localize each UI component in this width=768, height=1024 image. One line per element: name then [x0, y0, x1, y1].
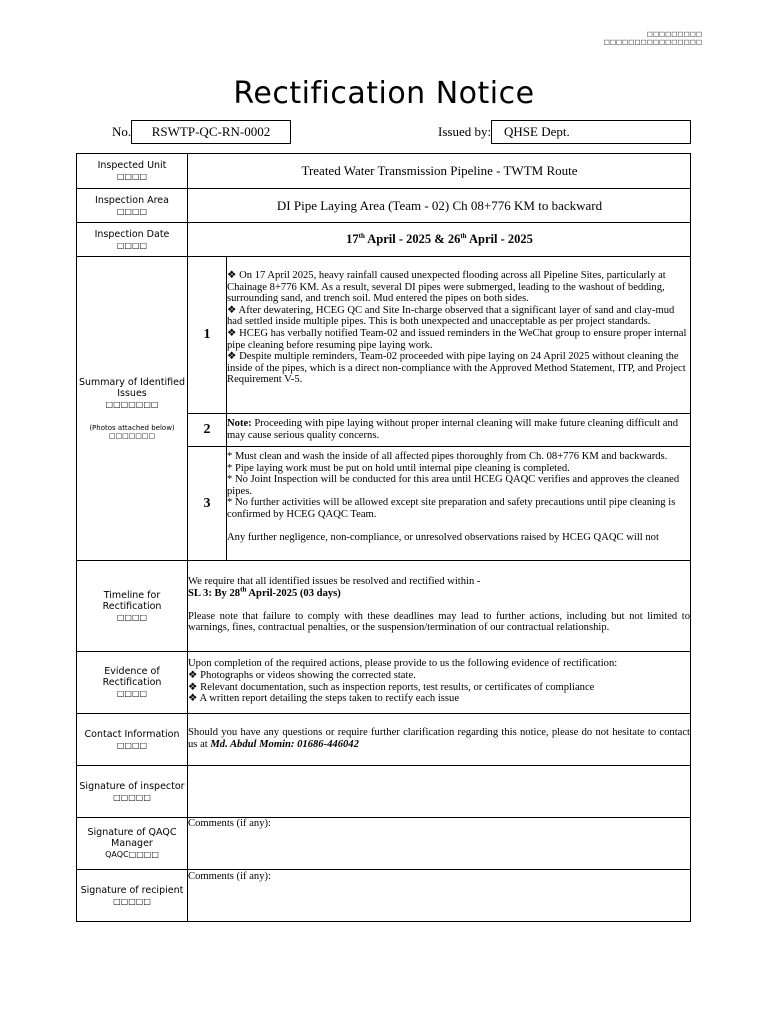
signature-inspector-label [77, 766, 187, 817]
issue-3-point-3: * No Joint Inspection will be conducted for this area until HCEG QAQC verifies and approves the cleaned pipes. [227, 474, 680, 497]
issue-1-point-3: ❖ HCEG has verbally notified Team-02 and issued reminders in the WeChat group to ensure proper internal pipe cleaning before resuming pipe laying work. [227, 327, 687, 351]
date-2-rest: April - 2025 [466, 232, 533, 246]
qaqc-comments-label: Comments (if any): [188, 818, 271, 829]
issue-2-note-label: Note: [227, 418, 252, 429]
date-1-suffix: th [358, 231, 365, 240]
issue-3-warning: Any further negligence, non-compliance, or unresolved observations raised by HCEG QAQC will not [227, 531, 659, 543]
summary-issues-label-en: Summary of Identified Issues [78, 377, 186, 399]
inspection-date-label-cn: □□□□ [116, 240, 148, 250]
inspected-unit-label-cn: □□□□ [116, 172, 148, 181]
date-1-day: 17 [346, 232, 359, 246]
corner-line-2: □□□□□□□□□□□□□□□□ [603, 38, 702, 46]
signature-inspector-label-cn: □□□□□ [113, 792, 151, 802]
issue-divider [188, 413, 690, 414]
evidence-item-2: ❖ Relevant documentation, such as inspection reports, test results, or certificates of compliance [188, 681, 595, 693]
inspected-unit-label-en: Inspected Unit [97, 160, 167, 171]
timeline-deadline [188, 585, 690, 600]
signature-qaqc-label-cn: QAQC□□□□ [105, 850, 159, 859]
issue-2-note-text: Proceeding with pipe laying without proper internal cleaning will make future cleaning difficult and may cause serious quality concerns. [227, 418, 679, 441]
date-1-rest: April - 2025 & [364, 232, 448, 246]
issue-3-point-2: * Pipe laying work must be put on hold until internal pipe cleaning is completed. [227, 462, 570, 474]
notice-number-field[interactable]: RSWTP-QC-RN-0002 [131, 120, 291, 144]
inspected-unit-value: Treated Water Transmission Pipeline - TWTM Route [301, 163, 578, 178]
signature-recipient-label-cn: □□□□□ [113, 896, 151, 906]
timeline-warning: Please note that failure to comply with these deadlines may lead to further actions, including but not limited to warnings, fines, contractual penalties, or the suspension/termination of our contractual relationship. [188, 610, 690, 634]
page-title: Rectification Notice [233, 76, 535, 111]
issue-1-point-4: ❖ Despite multiple reminders, Team-02 proceeded with pipe laying on 24 April 2025 without cleaning the inside of the pipes, which is a direct non-compliance with the Approved Method Statement, ITP, and Project Requirement V-5. [227, 351, 686, 386]
issue-1-point-2: ❖ After dewatering, HCEG QC and Site In-charge observed that a significant layer of sand and clay-mud had settled inside multiple pipes. This is both unexpected and unacceptable as per project standards. [227, 304, 675, 328]
inspection-date-label-en: Inspection Date [94, 228, 170, 240]
deadline-rest: April-2025 (03 days) [246, 587, 341, 599]
signature-qaqc-label-en: Signature of QAQC Manager [87, 827, 177, 849]
photos-note-cn: □□□□□□□ [108, 432, 156, 440]
notice-form-table [76, 153, 691, 922]
contact-person: Md. Abdul Momin: 01686-446042 [210, 738, 359, 750]
issue-1-text [227, 270, 690, 412]
corner-line-1: □□□□□□□□□ [646, 30, 702, 38]
signature-inspector-area[interactable] [188, 766, 690, 817]
inspection-area-label-cn: □□□□ [116, 206, 148, 216]
issue-3-point-1: * Must clean and wash the inside of all affected pipes thoroughly from Ch. 08+776 KM and backwards. [227, 451, 668, 462]
deadline-suffix: th [240, 585, 247, 594]
contact-message: Should you have any questions or require further clarification regarding this notice, please do not hesitate to contact us at [188, 727, 690, 750]
issue-number-1: 1 [203, 327, 211, 342]
evidence-intro: Upon completion of the required actions, please provide to us the following evidence of rectification: [188, 658, 618, 669]
signature-recipient-label [77, 870, 187, 921]
timeline-label-cn: □□□□ [116, 612, 148, 622]
evidence-text [188, 658, 690, 712]
inspection-area-value: DI Pipe Laying Area (Team - 02) Ch 08+776 KM to backward [276, 197, 603, 213]
timeline-label [77, 561, 187, 651]
issued-by-field[interactable]: QHSE Dept. [491, 120, 691, 144]
inspection-area-label [77, 189, 187, 222]
inspection-date-label [77, 223, 187, 256]
signature-recipient-area[interactable] [188, 871, 690, 921]
timeline-requirement: We require that all identified issues be resolved and rectified within - [188, 576, 481, 587]
inspection-area-label-en: Inspection Area [95, 194, 169, 206]
summary-issues-label [77, 257, 187, 560]
timeline-text [188, 576, 690, 650]
evidence-label-cn: □□□□ [116, 689, 148, 698]
issued-by-label: Issued by: [438, 124, 492, 139]
issue-3-point-4: * No further activities will be allowed except site preparation and safety precautions until pipe cleaning is confirmed by HCEG QAQC Team. [227, 497, 676, 520]
header-corner-text [604, 30, 702, 46]
contact-text [188, 727, 690, 764]
signature-recipient-label-en: Signature of recipient [80, 884, 184, 896]
recipient-comments-label: Comments (if any): [188, 871, 271, 882]
signature-qaqc-area[interactable] [188, 818, 690, 869]
timeline-label-en: Timeline for Rectification [102, 589, 162, 612]
signature-qaqc-label [77, 818, 187, 869]
deadline-prefix: SL 3: By 28 [188, 587, 241, 599]
inspection-date-value [188, 223, 691, 256]
date-2-suffix: th [460, 231, 467, 240]
contact-label-en: Contact Information [84, 728, 180, 740]
issue-3-text [227, 451, 690, 559]
inspected-unit-label [77, 154, 187, 188]
contact-label [77, 714, 187, 765]
notice-number-label: No. [112, 124, 132, 139]
issue-number-3: 3 [203, 495, 211, 511]
evidence-label-en: Evidence of Rectification [102, 666, 162, 688]
summary-issues-label-cn: □□□□□□□ [105, 400, 159, 409]
evidence-item-1: ❖ Photographs or videos showing the corrected state. [188, 669, 416, 681]
evidence-item-3: ❖ A written report detailing the steps taken to rectify each issue [188, 693, 460, 705]
issue-divider [188, 446, 690, 447]
issue-2-text [227, 418, 690, 445]
photos-note: (Photos attached below) [89, 424, 175, 432]
contact-label-cn: □□□□ [116, 740, 148, 750]
issue-1-point-1: ❖ On 17 April 2025, heavy rainfall caused unexpected flooding across all Pipeline Sites, particularly at Chainage 8+776 KM. As a result, several DI pipes were submerged, leading to the washout of bedding, surrounding sand, and trench soil. Mud entered the pipes on both sides. [227, 270, 666, 305]
signature-inspector-label-en: Signature of inspector [79, 780, 185, 792]
issue-number-2: 2 [203, 422, 211, 437]
date-2-day: 26 [447, 232, 461, 246]
evidence-label [77, 652, 187, 713]
